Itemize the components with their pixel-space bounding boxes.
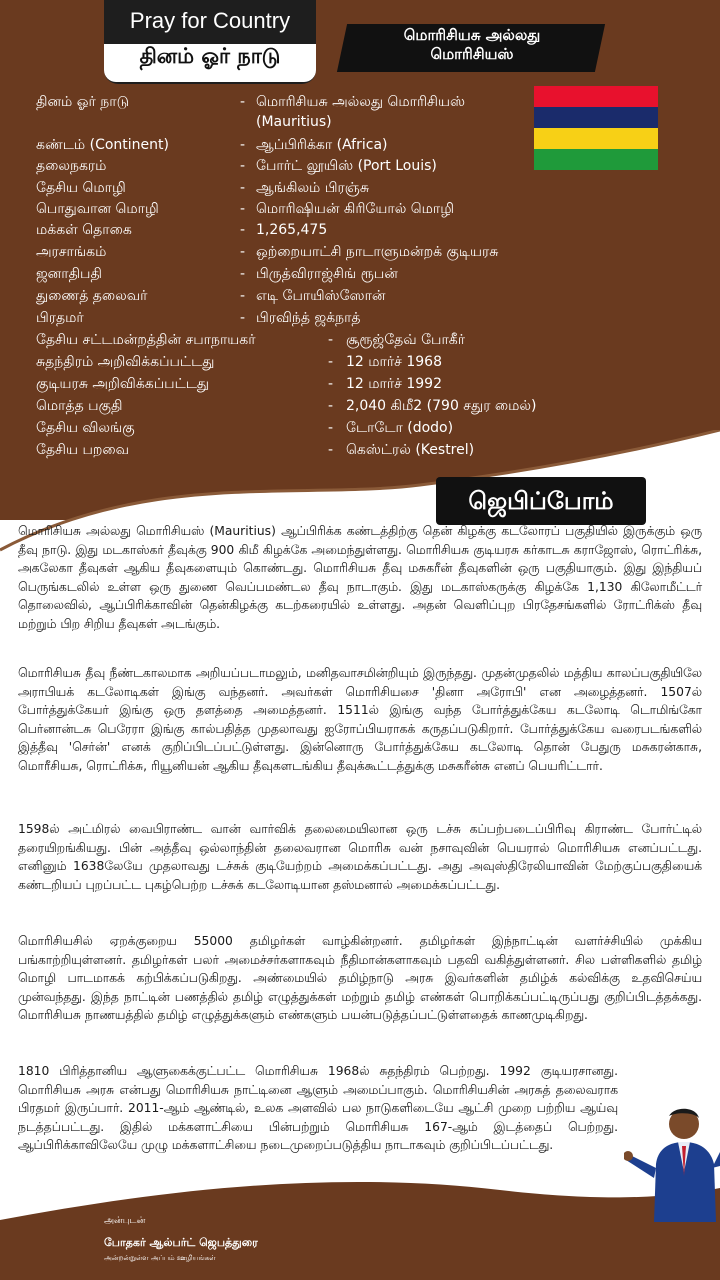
paragraph-history: மொரிசியசு தீவு நீண்டகாலமாக அறியப்படாமலும், மனிதவாசமின்றியும் இருந்தது. முதன்முதலில் மத்திய காலப்பகுதியிலே அராபியக் கடலோடிகள் இங்கு வந்தனர். அவர்கள் மொரிசியசை 'தினா அரோபி' என அழைத்தனர். 1507ல் போர்த்துக்கேயர் இங்கு ஒரு தளத்தை அமைத்தனர். 1511ல் இங்கு வந்த போர்த்துக்கேய கடலோடி டொமிங்கோ பெர்னான்டசு பெரேரா இங்கு கால்பதித்த முதலாவது ஐரோப்பியராகக் கருதப்படுகிறார். போர்த்துக்கேய வரைபடங்களில் இத்தீவு 'செர்ன்' எனக் குறிப்பிடப்பட்டுள்ளது. இன்னொரு போர்த்துக்கேய கடலோடி தொன் பேதுரு மசுகரன்காசு, மொரீசியசு, ரொட்ரிக்சு, ரியூனியன் ஆகிய தீவுகளடங்கிய தீவுக்கூட்டத்துக்கு மசுகரீன்சு எனப் பெயரிட்டார். [18,666,702,773]
fact-value: ஆப்பிரிக்கா (Africa) [256,137,388,153]
fact-separator: - [328,354,334,370]
brand-subtitle: தினம் ஓர் நாடு [104,44,316,82]
fact-value: 2,040 கிமீ2 (790 சதுர மைல்) [346,398,537,414]
fact-value: போர்ட் லூயிஸ் (Port Louis) [256,158,437,174]
fact-label: மக்கள் தொகை [36,222,132,238]
fact-label: பொதுவான மொழி [36,201,159,217]
fact-label: தேசிய விலங்கு [36,420,135,436]
fact-row [36,94,516,134]
fact-value: 12 மார்ச் 1968 [346,354,442,370]
presenter-photo [624,1102,720,1222]
fact-separator: - [240,222,246,238]
fact-value: ஒற்றையாட்சி நாடாளுமன்றக் குடியரசு [256,244,499,260]
fact-separator: - [240,94,246,110]
fact-value: மொரிஷியன் கிரியோல் மொழி [256,201,455,217]
fact-label: குடியரசு அறிவிக்கப்பட்டது [36,376,210,392]
fact-value: பிருத்விராஜ்சிங் ரூபன் [256,266,398,282]
paragraph-intro: மொரிசியசு அல்லது மொரிசியஸ் (Mauritius) ஆப்பிரிக்க கண்டத்திற்கு தென் கிழக்கு கடலோரப் பகுதியில் இருக்கும் ஒரு தீவு நாடு. இது மடகாஸ்கர் தீவுக்கு 900 கிமீ கிழக்கே அமைந்துள்ளது. மொரிசியசு குடியரசு கர்காடசு கராஜோஸ், ரொட்ரிக்சு, அகலேகா தீவுகள் ஆகிய தீவுகளையும் கொண்டது. மொரிசியசு தீவு மசுகரீன் தீவுகளின் ஒரு பகுதியாகும். இது இந்தியப் பெருங்கடலில் உள்ள ஒரு துணை வெப்பமண்டல தீவு நாடாகும். இது மடகாஸ்கருக்கு கிழக்கே 1,130 கிலோமீட்டர் தொலைவில், ஆப்பிரிக்காவின் தென்கிழக்கு கடற்கரையில் உள்ளது. அதன் வெளிப்புற பிரதேசங்களில் ரோட்ரிக்ஸ் தீவு மற்றும் பிற சிறிய தீவுகள் அடங்கும். [18,524,702,631]
fact-separator: - [328,376,334,392]
fact-value: கெஸ்ட்ரல் (Kestrel) [346,442,475,458]
fact-label: தேசிய பறவை [36,442,130,458]
fact-separator: - [240,180,246,196]
flag-stripe-red [534,86,658,107]
fact-label: சுதந்திரம் அறிவிக்கப்பட்டது [36,354,215,370]
paragraph-tamils: மொரிசியசில் ஏறக்குறைய 55000 தமிழர்கள் வாழ்கின்றனர். தமிழர்கள் இந்நாட்டின் வளர்ச்சியில் முக்கிய பங்காற்றியுள்ளனர். தமிழர்கள் பலர் அமைச்சர்களாகவும் நீதிமான்களாகவும் பதவி வகித்துள்ளனர். சில பள்ளிகளில் தமிழ் மொழி பாடமாகக் கற்பிக்கப்படுகிறது. அண்மையில் தமிழ்நாடு அரசு இவர்களின் தமிழ்க் கல்விக்கு உதவிசெய்ய முன்வந்தது. இந்த நாட்டின் பணத்தில் தமிழ் எழுத்துக்கள் மற்றும் தமிழ் எண்கள் பொறிக்கப்பட்டிருப்பது குறிப்பிடத்தக்கது. மொரிசியசு நாணயத்தில் தமிழ் எழுத்துக்களும் எண்களும் பயன்படுத்தப்பட்டுள்ளதைக் காணமுடிகிறது. [18,934,702,1022]
fact-separator: - [240,201,246,217]
footer-greeting: அன்புடன் [104,1216,146,1226]
footer-name: போதகர் ஆல்பர்ட் ஜெபத்துரை [104,1236,258,1249]
flag-stripe-blue [534,107,658,128]
fact-separator: - [240,310,246,326]
paragraph-government: 1810 பிரித்தானிய ஆளுகைக்குட்பட்ட மொரிசியசு 1968ல் சுதந்திரம் பெற்றது. 1992 குடியரசானது. மொரிசியசு அரசு என்பது மொரிசியசு நாட்டினை ஆளும் அமைப்பாகும். மொரிசியசின் அரசுத் தலைவராக பிரதமர் இருப்பார். 2011-ஆம் ஆண்டில், உலக அளவில் பல நாடுகளிடையே ஆட்சி முறை பற்றிய ஆய்வு நடத்தப்பட்டது. இதில் மக்களாட்சியை பின்பற்றும் மொரிசியசு 167-ஆம் இடத்தைப் பெற்றது. ஆப்பிரிக்காவிலேயே முழு மக்களாட்சியை நடைமுறைப்படுத்திய நாடாகவும் குறிப்பிடப்பட்டது. [18,1064,618,1152]
fact-separator: - [240,244,246,260]
fact-label: மொத்த பகுதி [36,398,123,414]
fact-label: ஜனாதிபதி [36,266,102,282]
flag-stripe-yellow [534,128,658,149]
mauritius-flag [534,86,658,170]
fact-separator: - [240,158,246,174]
country-title-line1: மொரிசியசு அல்லது [403,26,541,44]
fact-value: பிரவிந்த் ஜக்நாத் [256,310,361,326]
fact-separator: - [328,332,334,348]
fact-value-extra: (Mauritius) [256,114,332,130]
fact-label: தினம் ஓர் நாடு [36,94,130,110]
brand-title: Pray for Country [129,8,291,33]
fact-value: 1,265,475 [256,222,328,238]
fact-separator: - [328,420,334,436]
fact-value: மொரிசியசு அல்லது மொரிசியஸ் [256,94,466,110]
flag-stripe-green [534,149,658,170]
fact-label: தலைநகரம் [36,158,107,174]
paragraph-dutch: 1598ல் அட்மிரல் வைபிராண்ட வான் வார்விக் தலைமையிலான ஒரு டச்சு கப்பற்படைப்பிரிவு கிராண்ட போர்ட்டில் தரையிறங்கியது. பின் அத்தீவு ஒல்லாந்தின் தலைவரான மொரிசு வன் நசாவுவின் பெயரால் மொரிசியசு எனப்பட்டது. எனினும் 1638லேயே முதலாவது டச்சுக் குடியேற்றம் அமைக்கப்பட்டது. அது அவுஸ்திரேலியாவின் மேற்குப்பகுதியைக் கண்டறியப் புறப்பட்ட புகழ்பெற்ற டச்சுக் கடலோடியான தஸ்மனால் அமைக்கப்பட்டது. [18,822,702,892]
fact-value: சூரூஜ்தேவ் போகீர் [346,332,466,348]
fact-value: 12 மார்ச் 1992 [346,376,442,392]
fact-value: ஆங்கிலம் பிரஞ்சு [256,180,369,196]
fact-label: துணைத் தலைவர் [36,288,148,304]
fact-label: பிரதமர் [36,310,84,326]
fact-separator: - [240,266,246,282]
fact-separator: - [328,398,334,414]
fact-label: அரசாங்கம் [36,244,107,260]
fact-value: டோடோ (dodo) [346,420,454,436]
fact-label: தேசிய மொழி [36,180,126,196]
country-title-line2: மொரிசியஸ் [430,45,514,63]
fact-separator: - [328,442,334,458]
footer-subtitle: அன்றன்றுள்ள அப்பம் ஊழியங்கள் [104,1254,216,1262]
section-title-pray: ஜெபிப்போம் [436,477,646,525]
fact-value: எடி போயிஸ்ஸோன் [256,288,386,304]
fact-separator: - [240,288,246,304]
fact-label: கண்டம் (Continent) [36,137,169,153]
country-title [352,26,592,64]
fact-label: தேசிய சட்டமன்றத்தின் சபாநாயகர் [36,332,256,348]
brand-banner [104,0,316,84]
fact-separator: - [240,137,246,153]
